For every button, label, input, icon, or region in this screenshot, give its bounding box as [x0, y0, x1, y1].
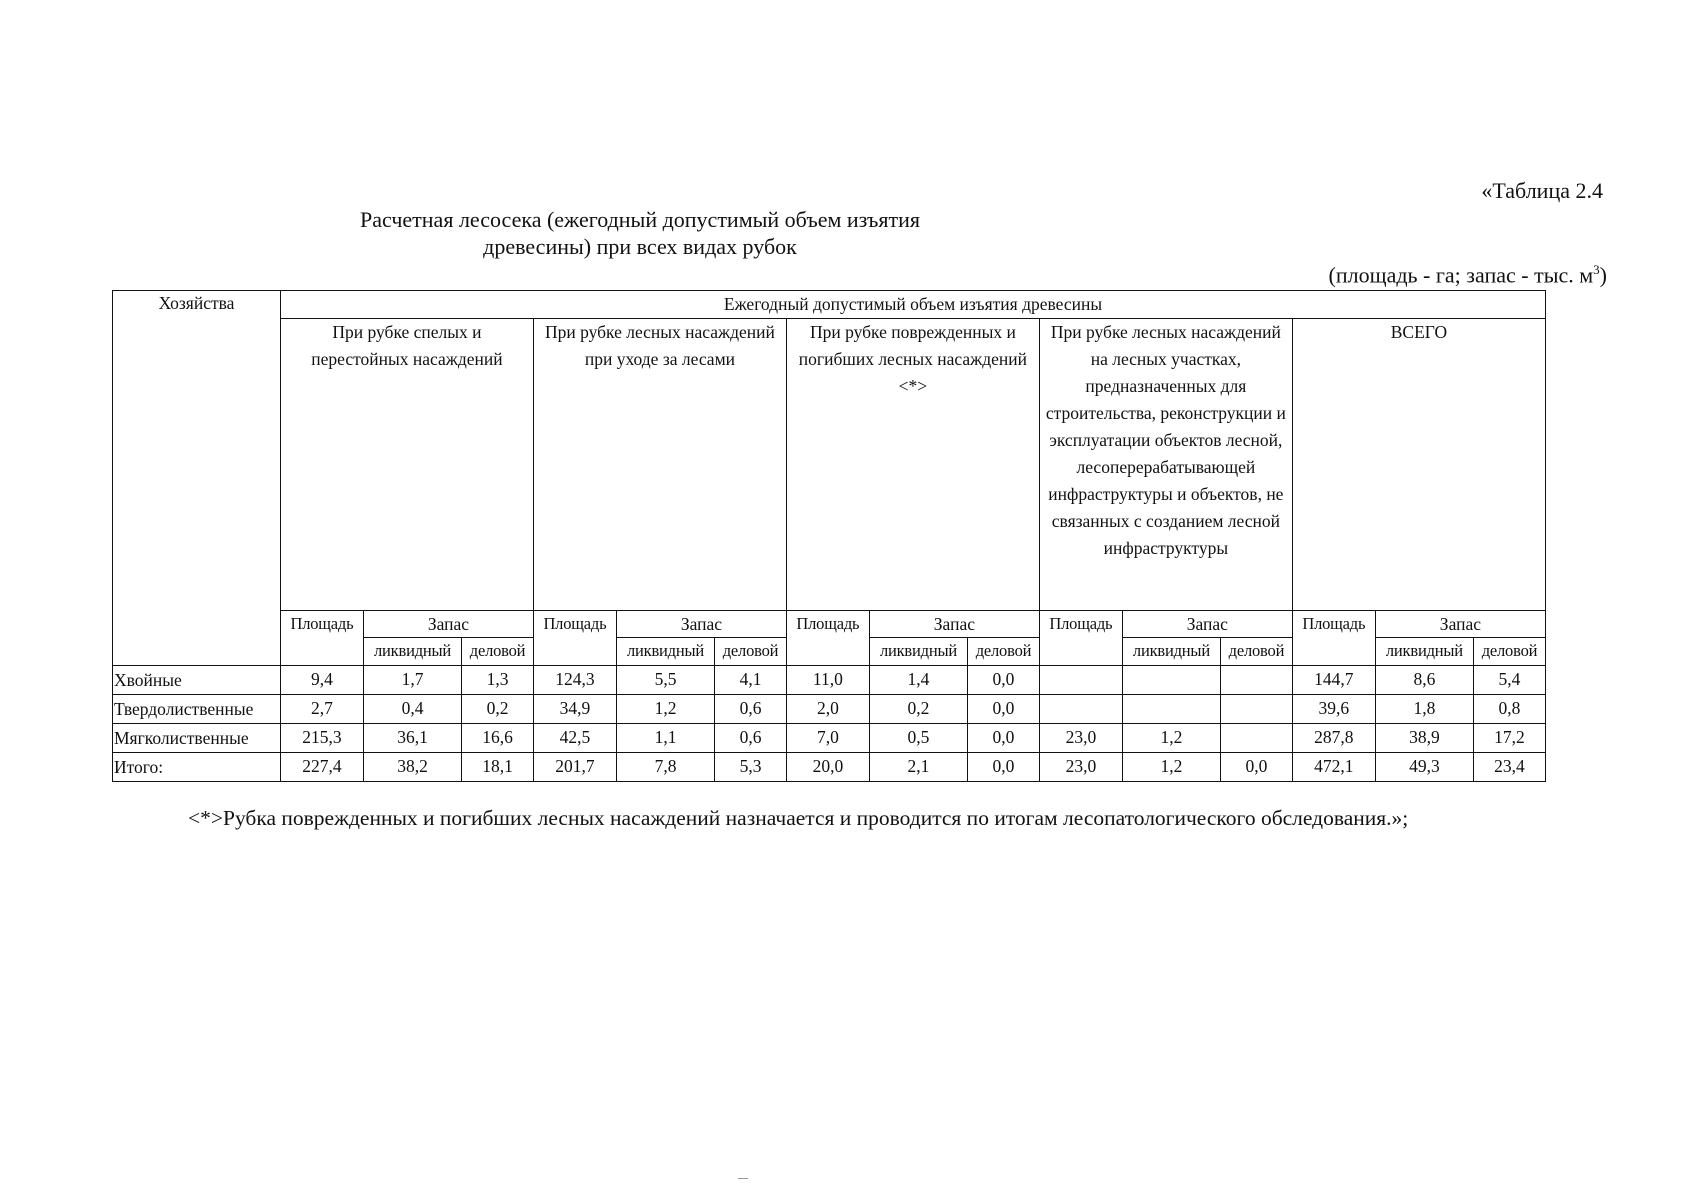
table-cell: 16,6	[462, 723, 534, 752]
table-cell: 36,1	[363, 723, 461, 752]
title-line-2: древесины) при всех видах рубок	[483, 234, 797, 259]
table-number: «Таблица 2.4	[1481, 178, 1603, 203]
group-header-thinning: При рубке лесных насаждений при уходе за лесами	[533, 318, 786, 610]
table-cell: 20,0	[786, 752, 869, 781]
table-cell	[1039, 694, 1122, 723]
table-cell	[1039, 665, 1122, 694]
table-cell: 472,1	[1292, 752, 1375, 781]
table-cell: 5,3	[715, 752, 787, 781]
row-label: Итого:	[113, 752, 281, 781]
table-cell: 144,7	[1292, 665, 1375, 694]
table-cell: 0,0	[968, 694, 1040, 723]
group-header-total: ВСЕГО	[1292, 318, 1545, 610]
table-cell: 17,2	[1473, 723, 1545, 752]
table-cell: 227,4	[280, 752, 363, 781]
table-cell: 0,8	[1473, 694, 1545, 723]
table-cell: 23,0	[1039, 752, 1122, 781]
table-cell: 0,0	[968, 665, 1040, 694]
table-cell: 1,3	[462, 665, 534, 694]
liquid-header: ликвидный	[1375, 638, 1473, 666]
area-header: Площадь	[786, 610, 869, 665]
table-cell: 9,4	[280, 665, 363, 694]
row-label: Твердолиственные	[113, 694, 281, 723]
table-cell: 1,7	[363, 665, 461, 694]
header-farms: Хозяйства	[113, 291, 281, 666]
group-header-mature: При рубке спелых и перестойных насаждений	[280, 318, 533, 610]
table-cell: 2,7	[280, 694, 363, 723]
business-header: деловой	[968, 638, 1040, 666]
table-cell: 2,1	[869, 752, 967, 781]
title-line-1: Расчетная лесосека (ежегодный допустимый объем изъятия	[360, 207, 920, 232]
table-cell: 34,9	[533, 694, 616, 723]
business-header: деловой	[1221, 638, 1293, 666]
table-cell: 49,3	[1375, 752, 1473, 781]
stock-header: Запас	[1122, 610, 1292, 638]
stock-header: Запас	[1375, 610, 1545, 638]
table-cell: 0,2	[869, 694, 967, 723]
table-cell	[1221, 723, 1293, 752]
liquid-header: ликвидный	[1122, 638, 1220, 666]
table-cell: 42,5	[533, 723, 616, 752]
units-text: (площадь - га; запас - тыс. м	[1328, 262, 1594, 288]
table-cell: 1,2	[1122, 752, 1220, 781]
table-cell: 0,6	[715, 723, 787, 752]
table-row	[113, 665, 1546, 694]
stock-header: Запас	[616, 610, 786, 638]
table-cell	[1122, 694, 1220, 723]
liquid-header: ликвидный	[616, 638, 714, 666]
table-cell: 23,4	[1473, 752, 1545, 781]
area-header: Площадь	[533, 610, 616, 665]
table-cell: 1,2	[1122, 723, 1220, 752]
table-cell: 39,6	[1292, 694, 1375, 723]
business-header: деловой	[1473, 638, 1545, 666]
table-row	[113, 752, 1546, 781]
table-cell: 11,0	[786, 665, 869, 694]
table-cell: 8,6	[1375, 665, 1473, 694]
table-cell: 215,3	[280, 723, 363, 752]
table-cell: 0,0	[1221, 752, 1293, 781]
scan-artifact	[738, 1178, 748, 1179]
table-cell: 0,2	[462, 694, 534, 723]
table-cell: 287,8	[1292, 723, 1375, 752]
footnote: <*>Рубка поврежденных и погибших лесных насаждений назначается и проводится по итогам лесопатологического обследования.»;	[188, 806, 1409, 830]
table-cell: 38,2	[363, 752, 461, 781]
units-note	[1329, 262, 1607, 288]
table-cell: 1,2	[616, 694, 714, 723]
table-cell	[1221, 694, 1293, 723]
table-cell: 7,8	[616, 752, 714, 781]
table-row	[113, 723, 1546, 752]
business-header: деловой	[715, 638, 787, 666]
row-label: Мягколиственные	[113, 723, 281, 752]
group-header-damaged: При рубке поврежденных и погибших лесных насаждений <*>	[786, 318, 1039, 610]
stock-header: Запас	[363, 610, 533, 638]
table-cell: 0,0	[968, 723, 1040, 752]
table-cell: 7,0	[786, 723, 869, 752]
table-row	[113, 694, 1546, 723]
stock-header: Запас	[869, 610, 1039, 638]
table-cell: 124,3	[533, 665, 616, 694]
table-cell: 1,8	[1375, 694, 1473, 723]
units-close: )	[1599, 262, 1607, 288]
table-cell: 23,0	[1039, 723, 1122, 752]
liquid-header: ликвидный	[869, 638, 967, 666]
table-cell: 38,9	[1375, 723, 1473, 752]
table-cell: 5,5	[616, 665, 714, 694]
table-cell: 0,6	[715, 694, 787, 723]
liquid-header: ликвидный	[363, 638, 461, 666]
timber-harvest-table	[112, 290, 1546, 782]
table-cell: 0,4	[363, 694, 461, 723]
business-header: деловой	[462, 638, 534, 666]
table-cell: 1,4	[869, 665, 967, 694]
units-superscript: 3	[1593, 262, 1600, 277]
area-header: Площадь	[1039, 610, 1122, 665]
table-cell: 0,5	[869, 723, 967, 752]
group-header-construction: При рубке лесных насаждений на лесных участках, предназначенных для строительства, реконструкции и эксплуатации объектов лесной, лесоперерабатывающей инфраструктуры и объектов, не связанных с созданием лесной инфраструктуры	[1039, 318, 1292, 610]
table-cell	[1221, 665, 1293, 694]
table-cell: 2,0	[786, 694, 869, 723]
document-title	[0, 206, 1280, 260]
row-label: Хвойные	[113, 665, 281, 694]
table-cell: 4,1	[715, 665, 787, 694]
area-header: Площадь	[280, 610, 363, 665]
area-header: Площадь	[1292, 610, 1375, 665]
table-cell: 0,0	[968, 752, 1040, 781]
header-annual-volume: Ежегодный допустимый объем изъятия древесины	[280, 291, 1545, 319]
table-cell: 201,7	[533, 752, 616, 781]
table-cell: 5,4	[1473, 665, 1545, 694]
table-cell: 1,1	[616, 723, 714, 752]
table-cell	[1122, 665, 1220, 694]
table-cell: 18,1	[462, 752, 534, 781]
